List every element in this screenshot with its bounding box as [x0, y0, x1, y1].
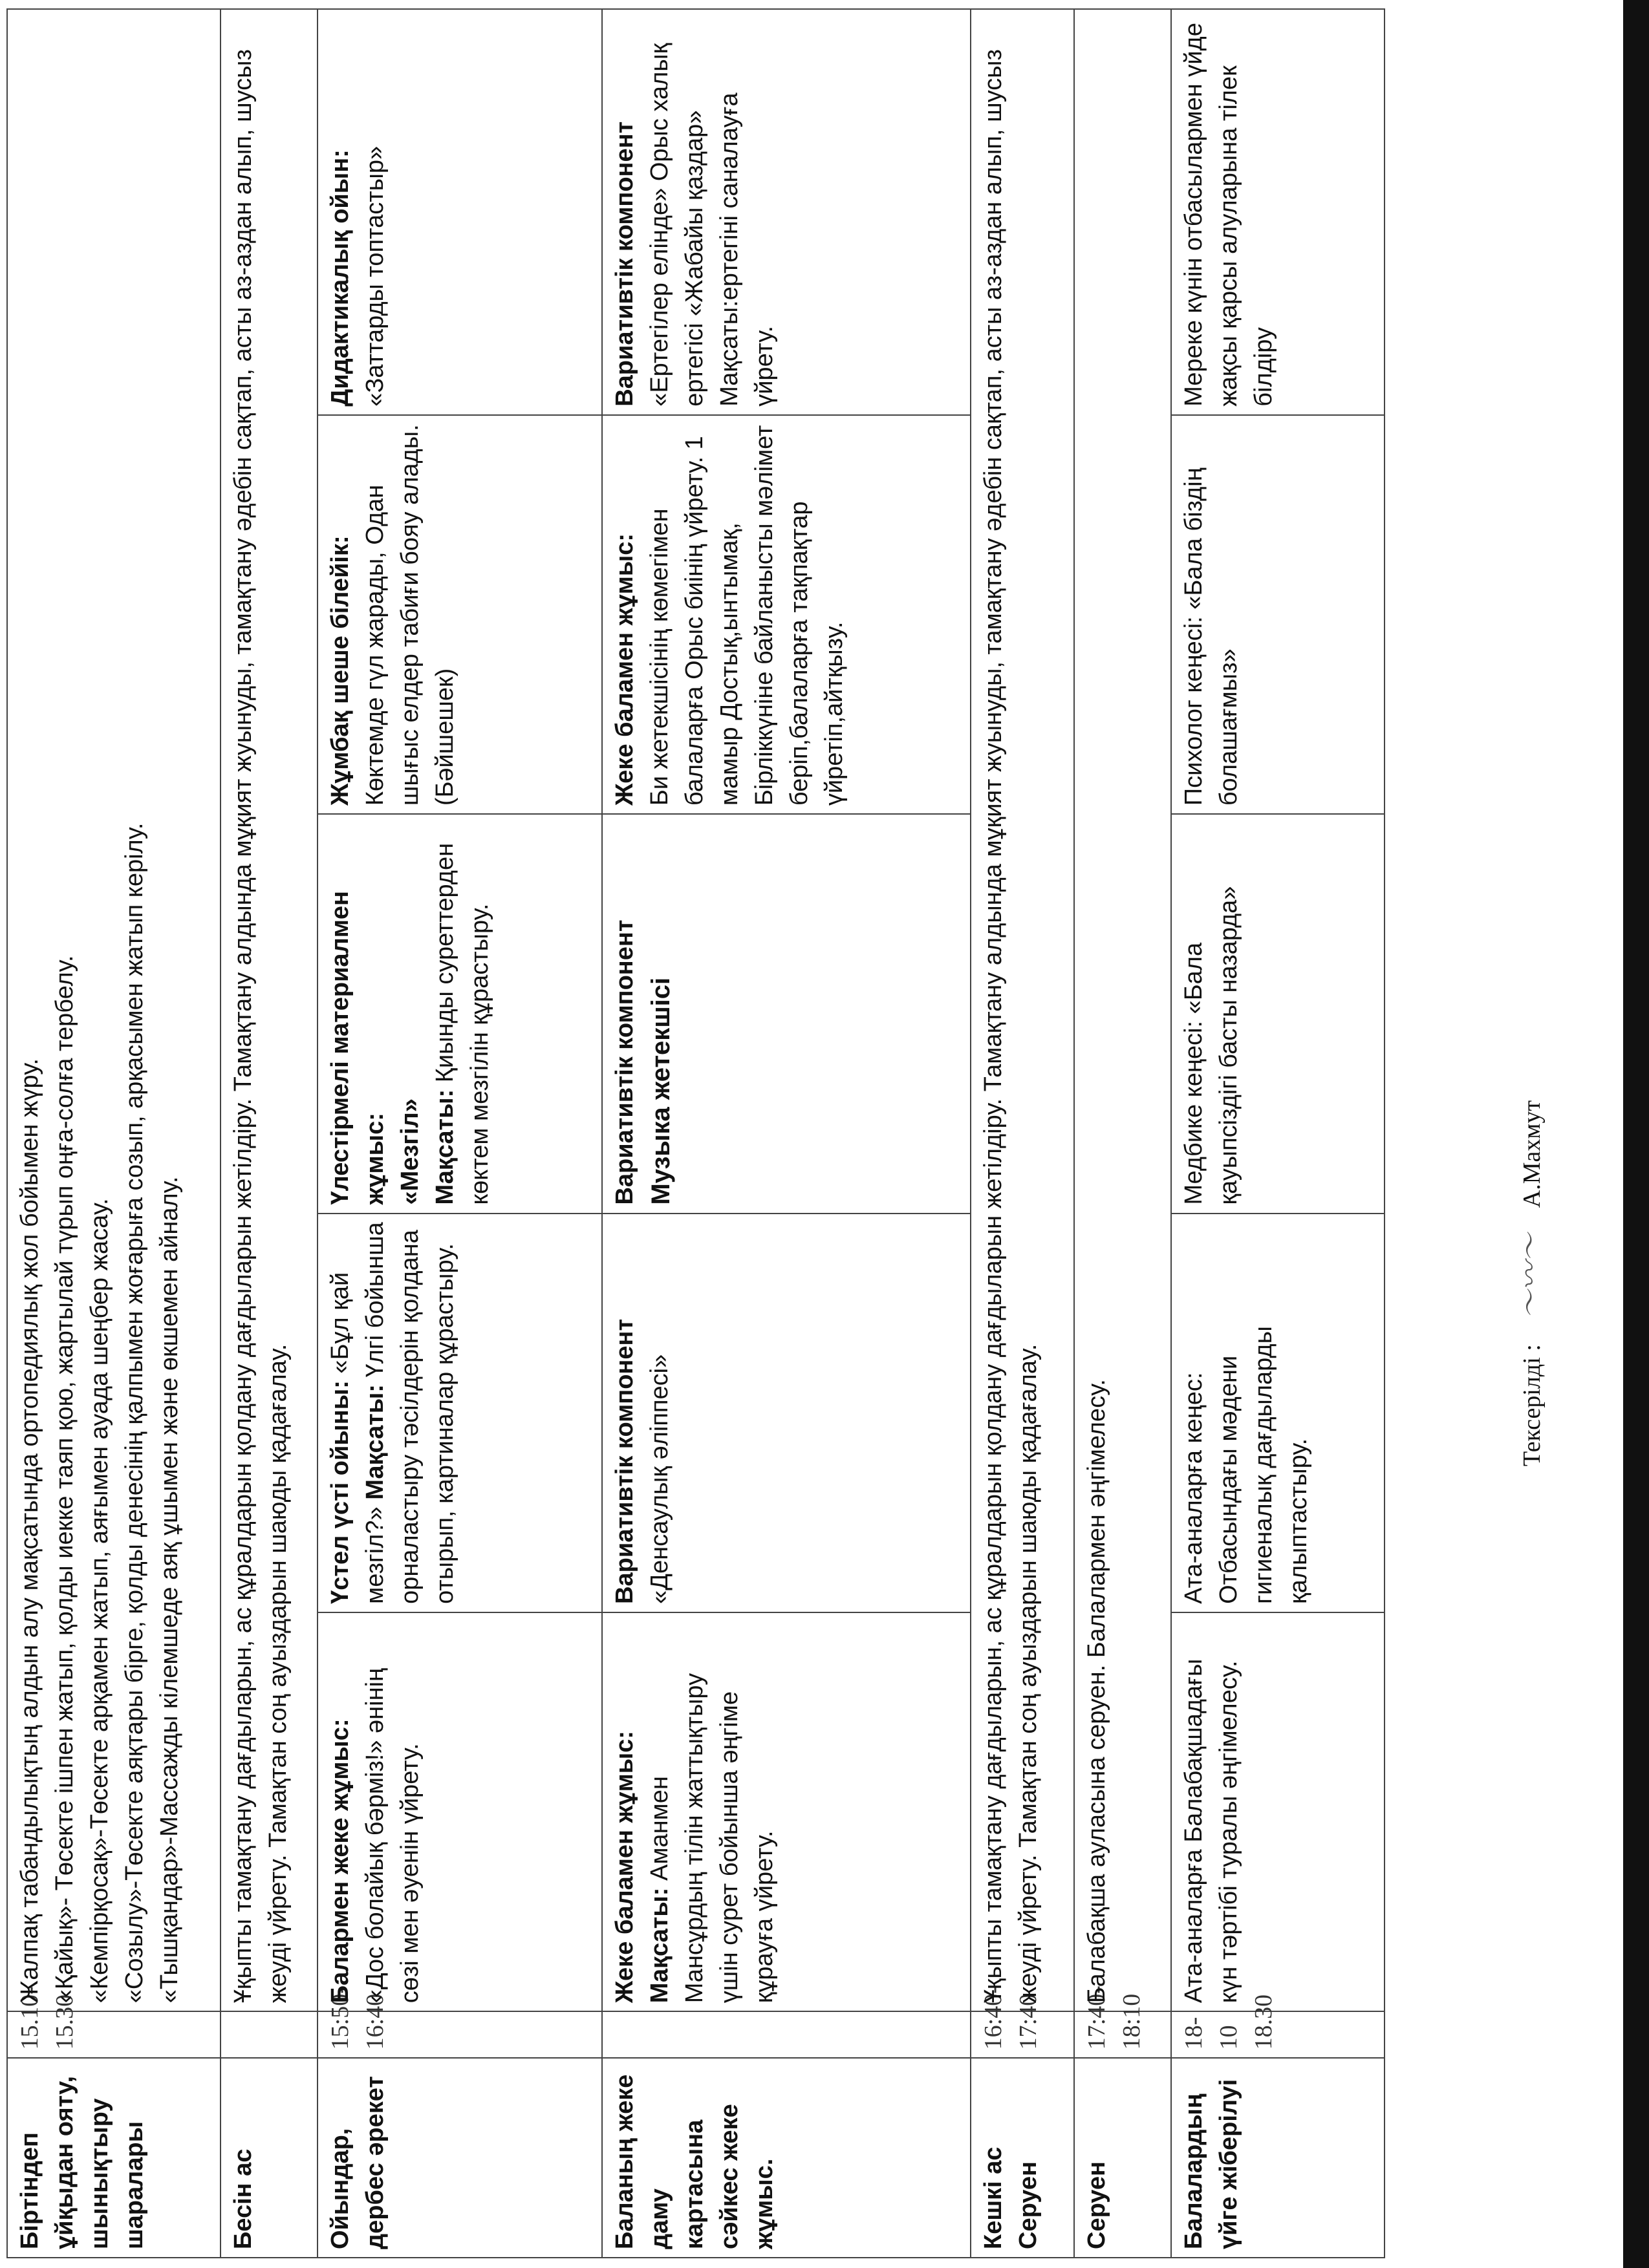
row-games [318, 9, 602, 2258]
row-dinner [971, 9, 1074, 2258]
section-individual: Баланың жеке даму картасына сәйкес жеке жұмыс. [602, 2058, 971, 2258]
section-home: Балалардың үйге жіберілуі [1171, 2058, 1385, 2258]
time-wake: 15.10-15.30 [7, 2011, 221, 2058]
checked-label: Тексерілді : [1518, 1344, 1546, 1466]
individual-cell-1: Жеке баламен жұмыс: Мақсаты: Аманмен Мансұрдың тілін жаттықтыру үшін сурет бойынша әңгіме құрауға үйрету. [602, 1612, 971, 2011]
games-cell-5: Дидактикалық ойын: «Заттарды топтастыр» [318, 9, 602, 415]
wake-line: Жалпақ табандылықтың алдын алу мақсатында ортопедиялық жол бойымен жүру. [16, 1058, 43, 2004]
wake-activities [7, 9, 221, 2011]
time-games: 15:50-16:40 [318, 2011, 602, 2058]
section-wake: Біртіндеп ұйқыдан ояту, шынықтыру шаралары [7, 2058, 221, 2258]
games-cell-2: Үстел үсті ойыны: «Бұл қай мезгіл?» Мақсаты: Үлгі бойынша орналастыру тәсілдерін қолдана отырып, картиналар құрастыру. [318, 1214, 602, 1612]
time-dinner: 16:40-17:40 [971, 2011, 1074, 2058]
scan-edge [1623, 0, 1649, 2268]
time-home: 18-10 18.30 [1171, 2011, 1385, 2058]
row-snack [221, 9, 318, 2258]
individual-cell-2: Вариативтік компонент «Денсаулық әліппесі» [602, 1214, 971, 1612]
wake-line: «Кемпірқосақ»-Төсекте арқамен жатып, аяғымен ауада шеңбер жасау. [85, 1198, 113, 2004]
home-cell-3: Медбике кеңесі: «Бала қауыпсіздігі басты назарда» [1171, 814, 1385, 1213]
signature-block [1507, 1100, 1548, 1466]
row-home [1171, 9, 1385, 2258]
home-cell-5: Мереке күнін отбасылармен үйде жақсы қарсы алуларына тілек білдіру [1171, 9, 1385, 415]
home-cell-1: Ата-аналарға Балабақшадағы күн тәртібі туралы әңгімелесу. [1171, 1612, 1385, 2011]
row-wake [7, 9, 221, 2258]
home-cell-2: Ата-аналарға кеңес: Отбасындағы мәдени гигиеналық дағдыларды қалыптастыру. [1171, 1214, 1385, 1612]
time-walk: 17:40-18:10 [1074, 2011, 1171, 2058]
home-cell-4: Психолог кеңесі: «Бала біздің болашағмыз» [1171, 415, 1385, 814]
games-cell-4: Жұмбақ шеше білейік: Көктемде гүл жарады, Одан шығыс елдер табиғи бояу алады. (Бәйшешек) [318, 415, 602, 814]
handwritten-signature: 〜〰〜 [1514, 1233, 1546, 1319]
section-games: Ойындар, дербес әрекет [318, 2058, 602, 2258]
section-snack: Бесін ас [221, 2058, 318, 2258]
row-individual [602, 9, 971, 2258]
games-cell-1: Балармен жеке жұмыс: «Дос болайық бәрміз!» әнінің сөзі мен әуенін үйрету. [318, 1612, 602, 2011]
wake-line: «Қайық»- Төсекте ішпен жатып, қолды иекке таяп қою, жартылай түрып оңға-солға тербелу. [50, 955, 78, 2004]
games-cell-3: Үлестірмелі материалмен жұмыс: «Мезгіл» Мақсаты: Қиынды суреттерден көктем мезгілін құрастыру. [318, 814, 602, 1213]
walk-text: Балабақша ауласына серуен. Балалармен әңгімелесу. [1074, 9, 1171, 2011]
snack-text: Ұқыпты тамақтану дағдыларын, ас құралдарын қолдану дағдыларын жетілдіру. Тамақтану алдында мұқият жуынуды, тамақтану әдебін сақтап, асты аз-аздан алып, шусыз жеуді үйрету. Тамақтан соң ауыздарын шаюды қадағалау. [221, 9, 318, 2011]
wake-line: «Созылу»-Төсекте аяқтары бірге, қолды денесінің қалпымен жоғарыға созып, арқасымен жатып керілу. [120, 822, 148, 2004]
individual-cell-4: Жеке баламен жұмыс: Би жетекшісінің көмегімен балаларға Орыс биінің үйрету. 1 мамыр Достық,ынтымақ, Бірліккүніне байланысты мәлімет беріп,балаларға тақпақтар үйретіп,айтқызу. [602, 415, 971, 814]
schedule-table [6, 8, 1385, 2258]
row-walk [1074, 9, 1171, 2258]
individual-cell-5: Вариативтік компонент «Ертегілер елінде» Орыс халық ертегісі «Жабайы қаздар» Мақсаты:ертегіні саналауға үйрету. [602, 9, 971, 415]
signer-name: А.Махмут [1518, 1100, 1546, 1208]
dinner-text: Ұқыпты тамақтану дағдыларын, ас құралдарын қолдану дағдыларын жетілдіру. Тамақтану алдында мұқият жуынуды, тамақтану әдебін сақтап, асты аз-аздан алып, шусыз жеуді үйрету. Тамақтан соң ауыздарын шаюды қадағалау. [971, 9, 1074, 2011]
wake-line: «Тышқандар»-Массажды кілемшеде аяқ ұшымен және өкшемен айналу. [155, 1176, 183, 2004]
section-walk: Серуен [1074, 2058, 1171, 2258]
individual-cell-3: Вариативтік компонент Музыка жетекшісі [602, 814, 971, 1213]
section-dinner: Кешкі ас Серуен [971, 2058, 1074, 2258]
